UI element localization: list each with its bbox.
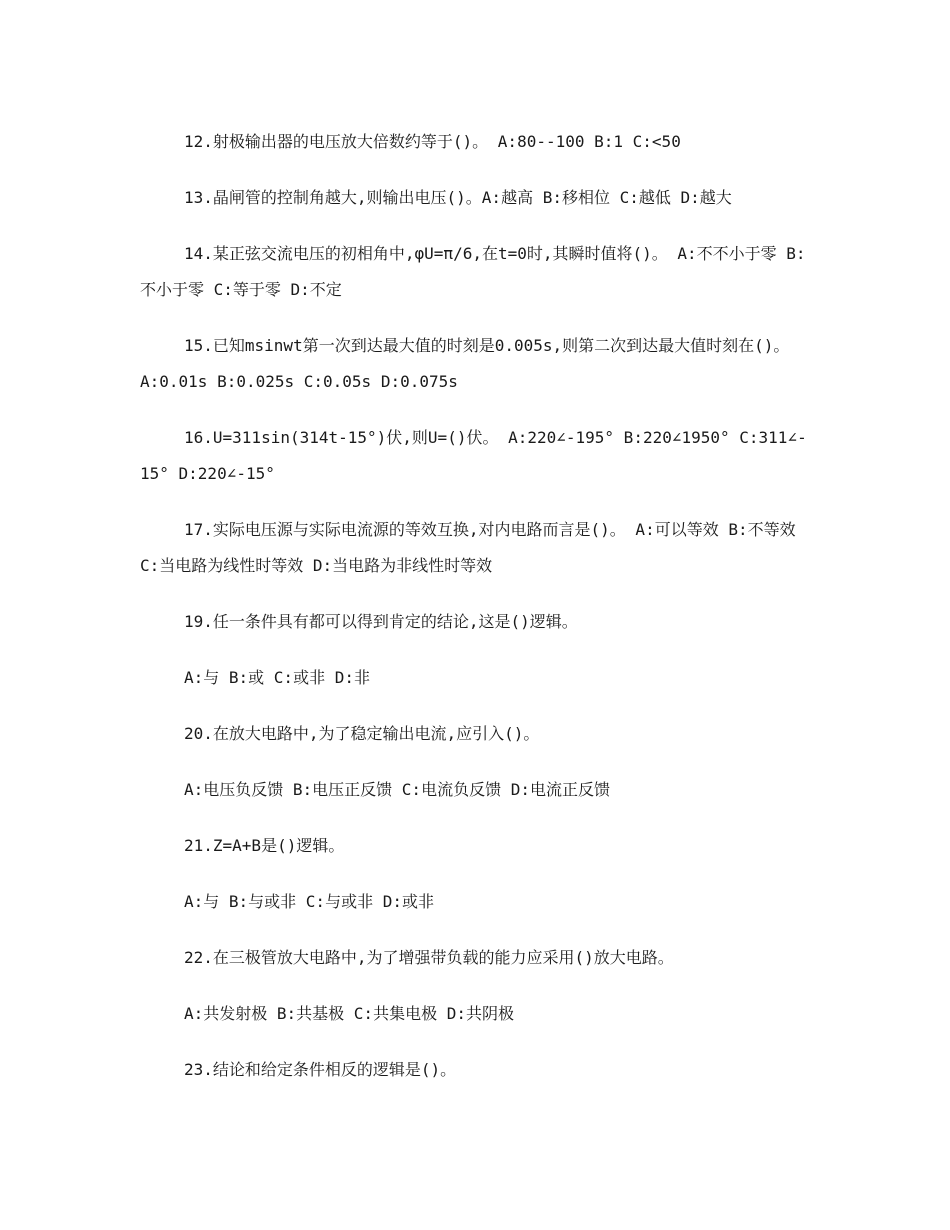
question-19-options: A:与 B:或 C:或非 D:非 bbox=[184, 668, 370, 687]
document-body bbox=[140, 124, 812, 1108]
question-20-options: A:电压负反馈 B:电压正反馈 C:电流负反馈 D:电流正反馈 bbox=[184, 780, 610, 799]
question-21-options: A:与 B:与或非 C:与或非 D:或非 bbox=[184, 892, 434, 911]
question-15: 15.已知msinwt第一次到达最大值的时刻是0.005s,则第二次到达最大值时刻在()。 A:0.01s B:0.025s C:0.05s D:0.075s bbox=[140, 336, 800, 391]
question-12: 12.射极输出器的电压放大倍数约等于()。 A:80--100 B:1 C:<50 bbox=[184, 132, 681, 151]
question-20: 20.在放大电路中,为了稳定输出电流,应引入()。 bbox=[184, 724, 540, 743]
question-19: 19.任一条件具有都可以得到肯定的结论,这是()逻辑。 bbox=[184, 612, 578, 631]
question-16: 16.U=311sin(314t-15°)伏,则U=()伏。 A:220∠-195° B:220∠1950° C:311∠-15° D:220∠-15° bbox=[140, 428, 807, 483]
question-23: 23.结论和给定条件相反的逻辑是()。 bbox=[184, 1060, 457, 1079]
question-17: 17.实际电压源与实际电流源的等效互换,对内电路而言是()。 A:可以等效 B:不等效 C:当电路为线性时等效 D:当电路为非线性时等效 bbox=[140, 520, 806, 575]
question-21: 21.Z=A+B是()逻辑。 bbox=[184, 836, 345, 855]
question-13: 13.晶闸管的控制角越大,则输出电压()。A:越高 B:移相位 C:越低 D:越大 bbox=[184, 188, 732, 207]
question-22-options: A:共发射极 B:共基极 C:共集电极 D:共阴极 bbox=[184, 1004, 514, 1023]
question-14: 14.某正弦交流电压的初相角中,φU=π/6,在t=0时,其瞬时值将()。 A:不不小于零 B:不小于零 C:等于零 D:不定 bbox=[140, 244, 806, 299]
question-22: 22.在三极管放大电路中,为了增强带负载的能力应采用()放大电路。 bbox=[184, 948, 674, 967]
